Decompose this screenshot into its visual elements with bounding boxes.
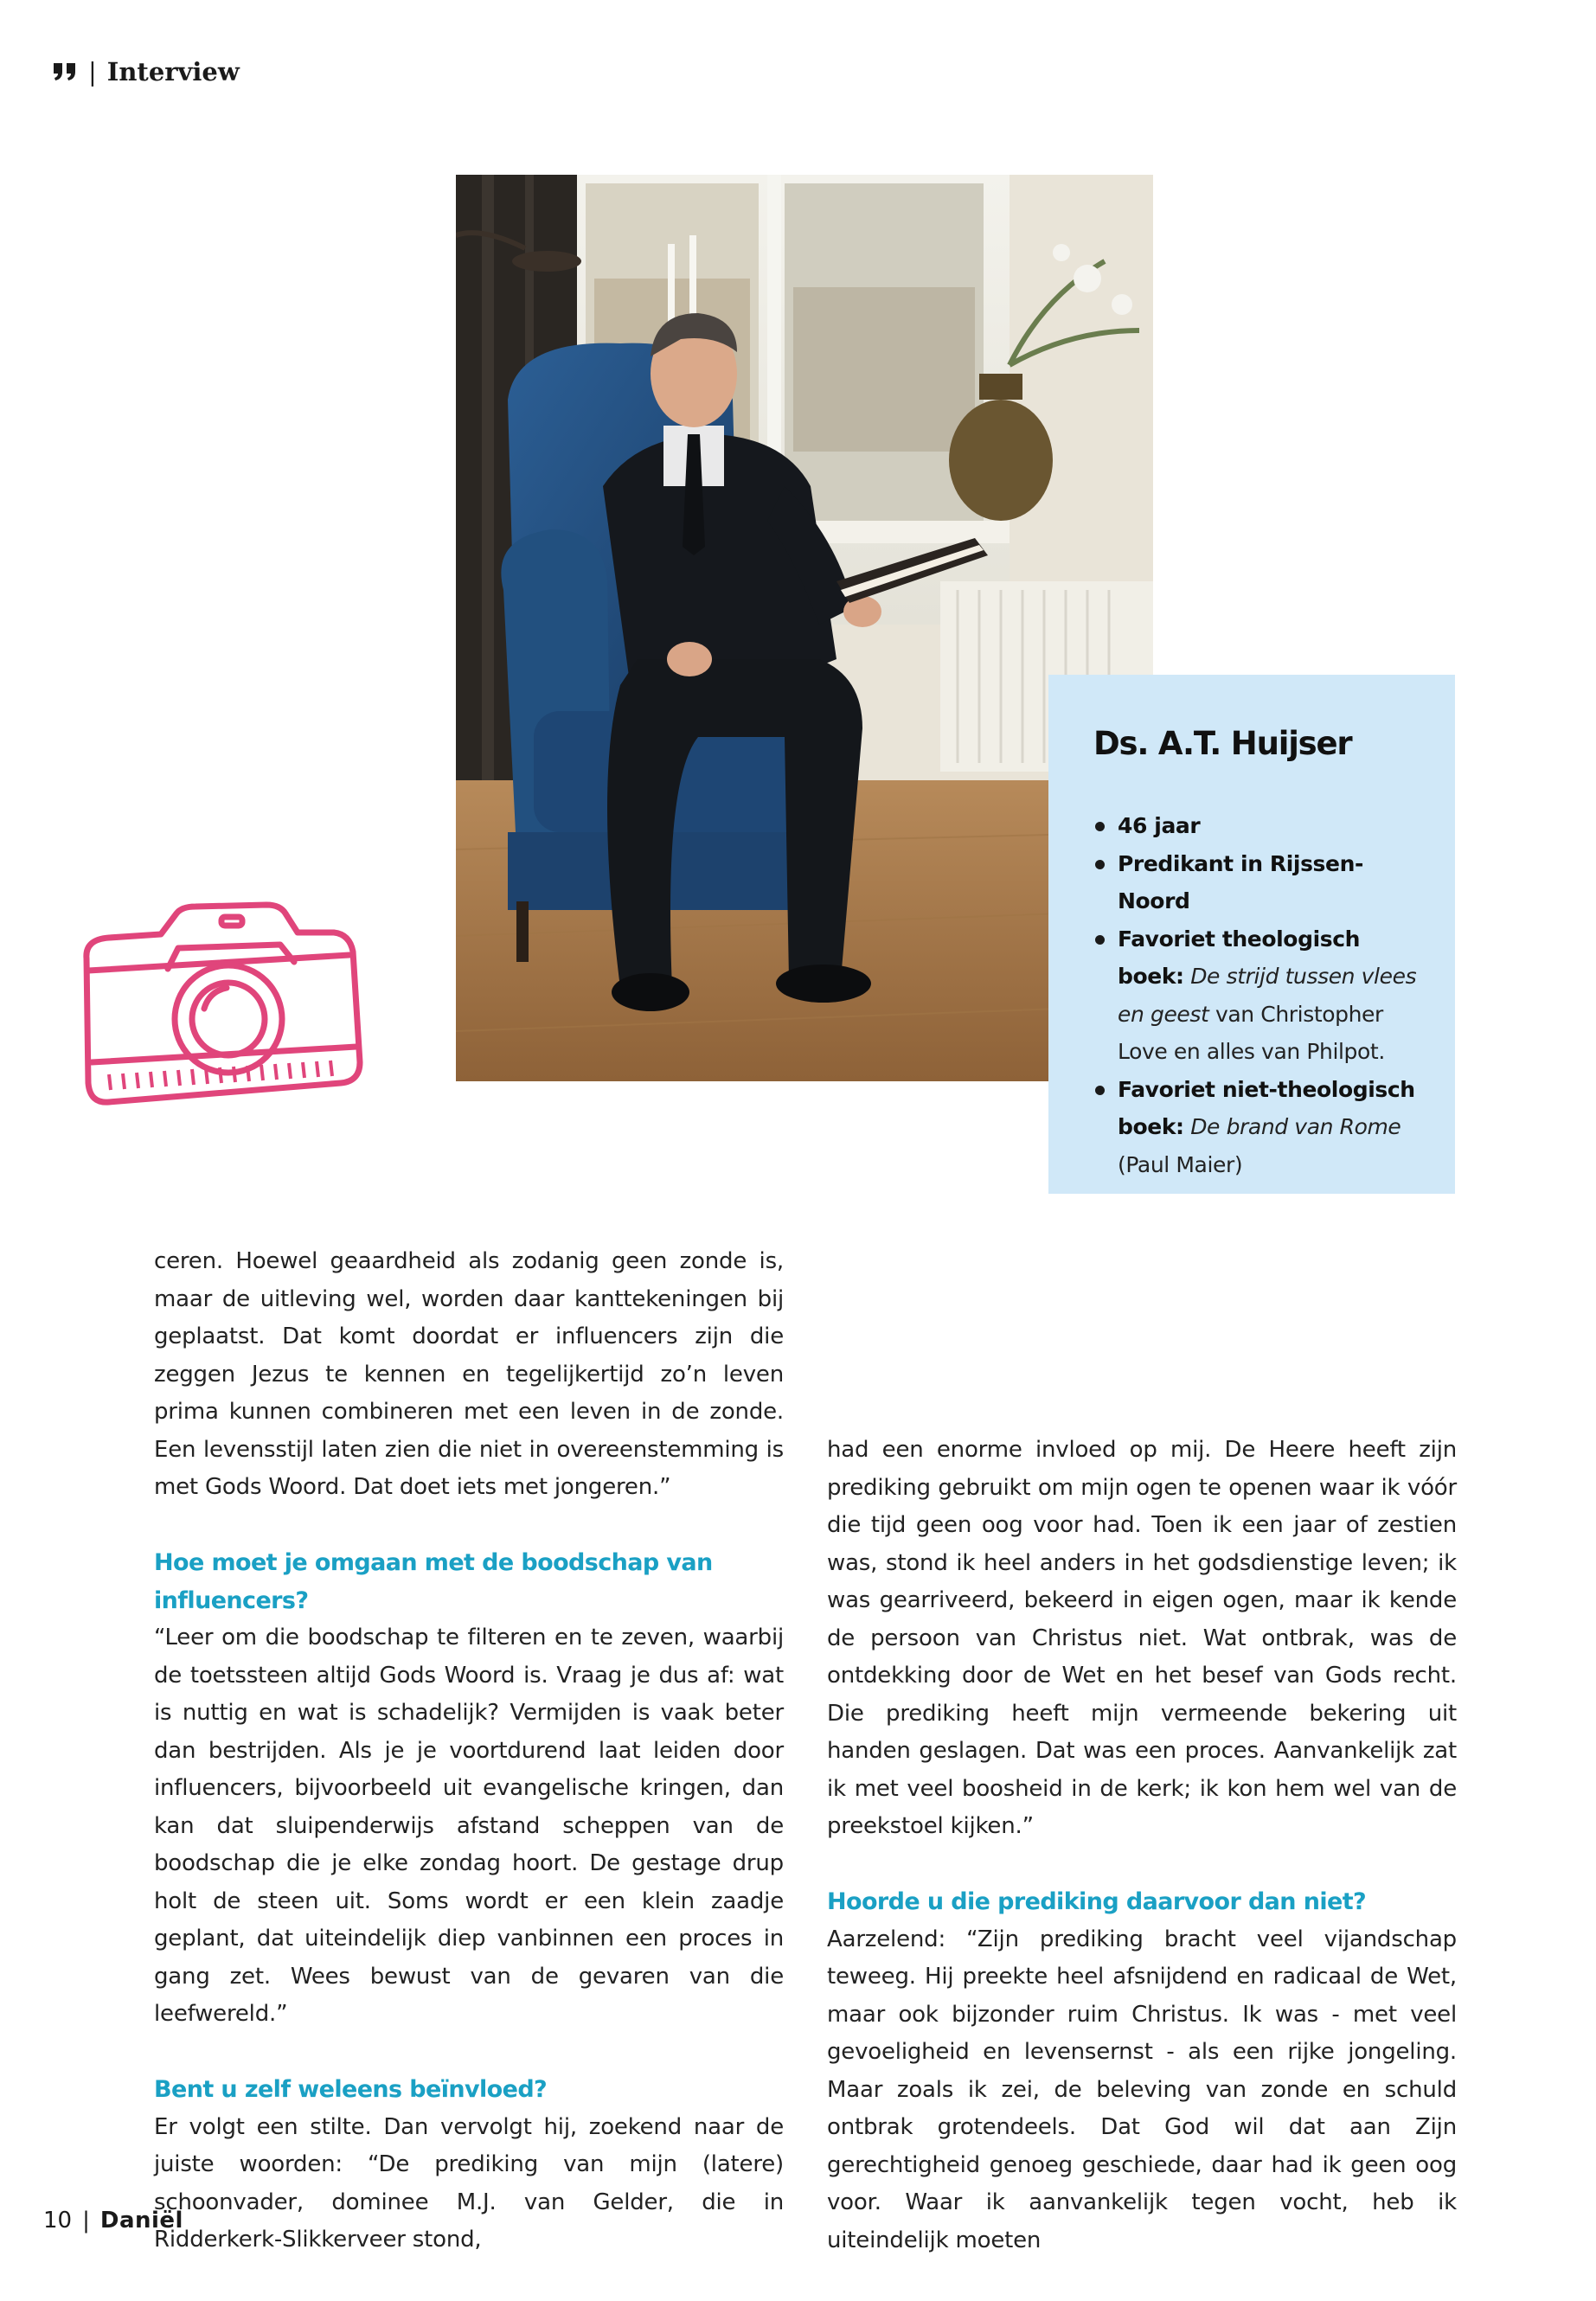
- profile-list: [1093, 807, 1429, 1183]
- profile-age: 46 jaar: [1093, 807, 1429, 845]
- header-divider: |: [88, 57, 97, 87]
- profile-box: [1048, 675, 1455, 1194]
- question-heading: Hoorde u die prediking daarvoor dan niet?: [827, 1888, 1367, 1915]
- page-number: 10: [43, 2208, 73, 2234]
- page-footer: [43, 2208, 183, 2234]
- profile-name: Ds. A.T. Huijser: [1093, 725, 1352, 762]
- paragraph: had een enorme invloed op mij. De Heere heeft zijn prediking gebruikt om mijn ogen te openen waar ik vóór die tijd geen oog voor had. Toen ik een jaar of zestien was, stond ik heel anders in het godsdienstige leven; ik was gearriveerd, bekeerd in eigen ogen, maar ik kende de persoon van Christus niet. Wat ontbrak, was de ontdekking door de Wet en het besef van Gods recht. Die prediking heeft mijn vermeende bekering uit handen geslagen. Dat was een proces. Aanvankelijk zat ik met veel boosheid in de kerk; ik kon hem wel van de preekstoel kijken.”: [827, 1437, 1457, 1839]
- footer-divider: |: [82, 2208, 90, 2234]
- section-title: Interview: [106, 57, 240, 87]
- question-heading: Hoe moet je omgaan met de boodschap van influencers?: [154, 1549, 713, 1614]
- question-heading: Bent u zelf weleens beïnvloed?: [154, 2076, 548, 2103]
- profile-role: Predikant in Rijssen-Noord: [1093, 845, 1429, 920]
- paragraph: Aarzelend: “Zijn prediking bracht veel vijandschap teweeg. Hij preekte heel afsnijdend en radicaal de Wet, maar ook bijzonder ruim Christus. Ik was - met veel gevoeligheid en levensernst - als een rijke jongeling. Maar zoals ik zei, de beleving van zonde en schuld ontbrak grotendeels. Dat God wil dat aan Zijn gerechtigheid genoeg geschiede, daar had ik geen oog voor. Waar ik aanvankelijk tegen vocht, heb ik uiteindelijk moeten: [827, 1926, 1457, 2253]
- profile-fav-theological: Favoriet theologisch boek: De strijd tussen vlees en geest van Christopher Love en alles van Philpot.: [1093, 920, 1429, 1071]
- quote-icon: [52, 61, 78, 82]
- magazine-name: Daniël: [99, 2208, 183, 2234]
- left-column: [154, 1243, 784, 2259]
- profile-fav-nontheological: Favoriet niet-theologisch boek: De brand van Rome (Paul Maier): [1093, 1071, 1429, 1184]
- section-header: [52, 57, 240, 87]
- paragraph: Er volgt een stilte. Dan vervolgt hij, zoekend naar de juiste woorden: “De prediking van mijn (latere) schoonvader, dominee M.J. van Gelder, die in Ridderkerk-Slikkerveer stond,: [154, 2113, 784, 2253]
- right-column: [827, 1432, 1457, 2259]
- paragraph: “Leer om die boodschap te filteren en te zeven, waarbij de toetssteen altijd Gods Woord is. Vraag je dus af: wat is nuttig en wat is schadelijk? Vermijden is vaak beter dan bestrijden. Als je je voortdurend laat leiden door influencers, bijvoorbeeld uit evangelische kringen, dan kan dat sluipenderwijs afstand scheppen van de boodschap die je elke zondag hoort. De gestage drup holt de steen uit. Soms wordt er een klein zaadje geplant, dat uiteindelijk diep vanbinnen een proces in gang zet. Wees bewust van de gevaren van die leefwereld.”: [154, 1625, 784, 2027]
- paragraph: ceren. Hoewel geaardheid als zodanig geen zonde is, maar de uitleving wel, worden daar kanttekeningen bij geplaatst. Dat komt doordat er influencers zijn die zeggen Jezus te kennen en tegelijkertijd zo’n leven prima kunnen combineren met een leven in de zonde. Een levensstijl laten zien die niet in overeenstemming is met Gods Woord. Dat doet iets met jongeren.”: [154, 1248, 784, 1500]
- camera-icon: [74, 898, 369, 1114]
